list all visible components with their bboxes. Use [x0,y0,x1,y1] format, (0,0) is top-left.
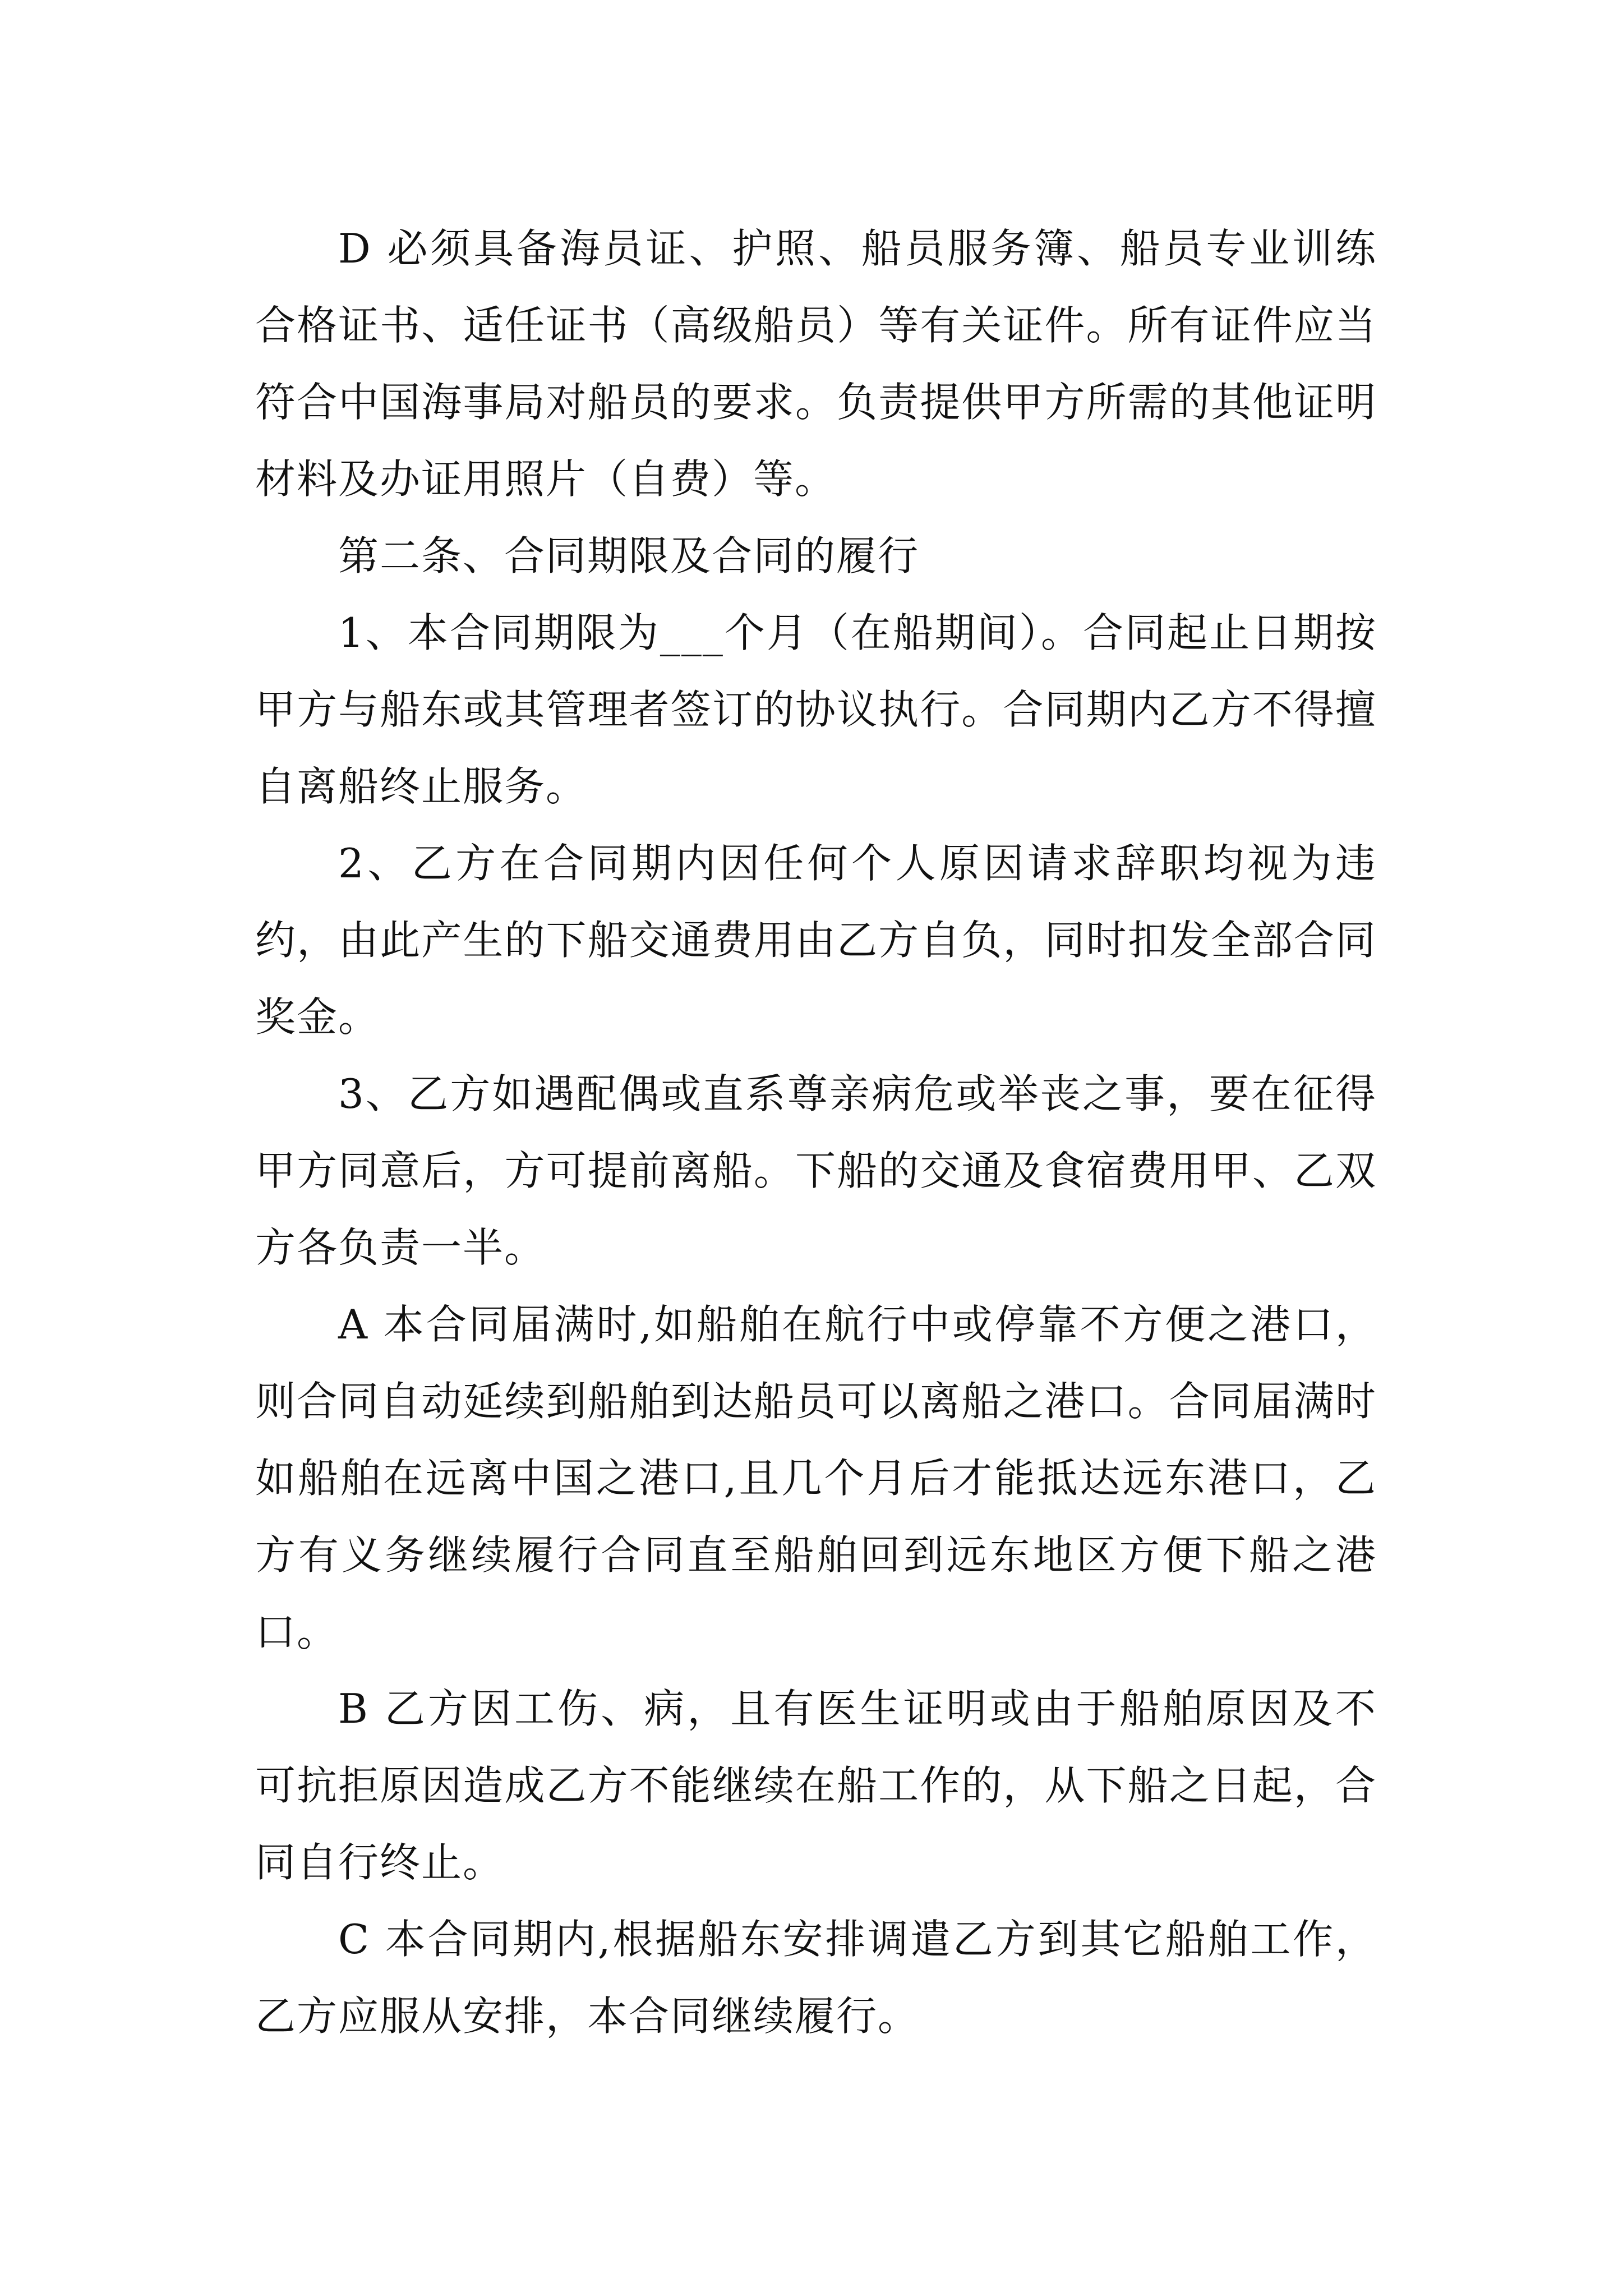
paragraph-requirement-d: D 必须具备海员证、护照、船员服务簿、船员专业训练合格证书、适任证书（高级船员）等有关证件。所有证件应当符合中国海事局对船员的要求。负责提供甲方所需的其他证明材料及办证用照片（自费）等。 [255,225,1377,503]
paragraph-clause-2: 2、乙方在合同期内因任何个人原因请求辞职均视为违约，由此产生的下船交通费用由乙方自负，同时扣发全部合同奖金。 [255,840,1377,1041]
paragraph-item-b: B 乙方因工伤、病，且有医生证明或由于船舶原因及不可抗拒原因造成乙方不能继续在船工作的，从下船之日起，合同自行终止。 [255,1685,1377,1886]
paragraph-item-a: A 本合同届满时,如船舶在航行中或停靠不方便之港口，则合同自动延续到船舶到达船员可以离船之港口。合同届满时如船舶在远离中国之港口,且几个月后才能抵达远东港口，乙方有义务继续履行合同直至船舶回到远东地区方便下船之港口。 [255,1301,1377,1655]
paragraph-clause-3: 3、乙方如遇配偶或直系尊亲病危或举丧之事，要在征得甲方同意后，方可提前离船。下船的交通及食宿费用甲、乙双方各负责一半。 [255,1070,1377,1271]
section-heading-article-2: 第二条、合同期限及合同的履行 [338,532,920,579]
document-body [255,210,1377,2055]
paragraph-clause-1: 1、本合同期限为___个月（在船期间）。合同起止日期按甲方与船东或其管理者签订的协议执行。合同期内乙方不得擅自离船终止服务。 [255,609,1377,810]
paragraph-item-c: C 本合同期内,根据船东安排调遣乙方到其它船舶工作，乙方应服从安排，本合同继续履行。 [255,1916,1377,2040]
